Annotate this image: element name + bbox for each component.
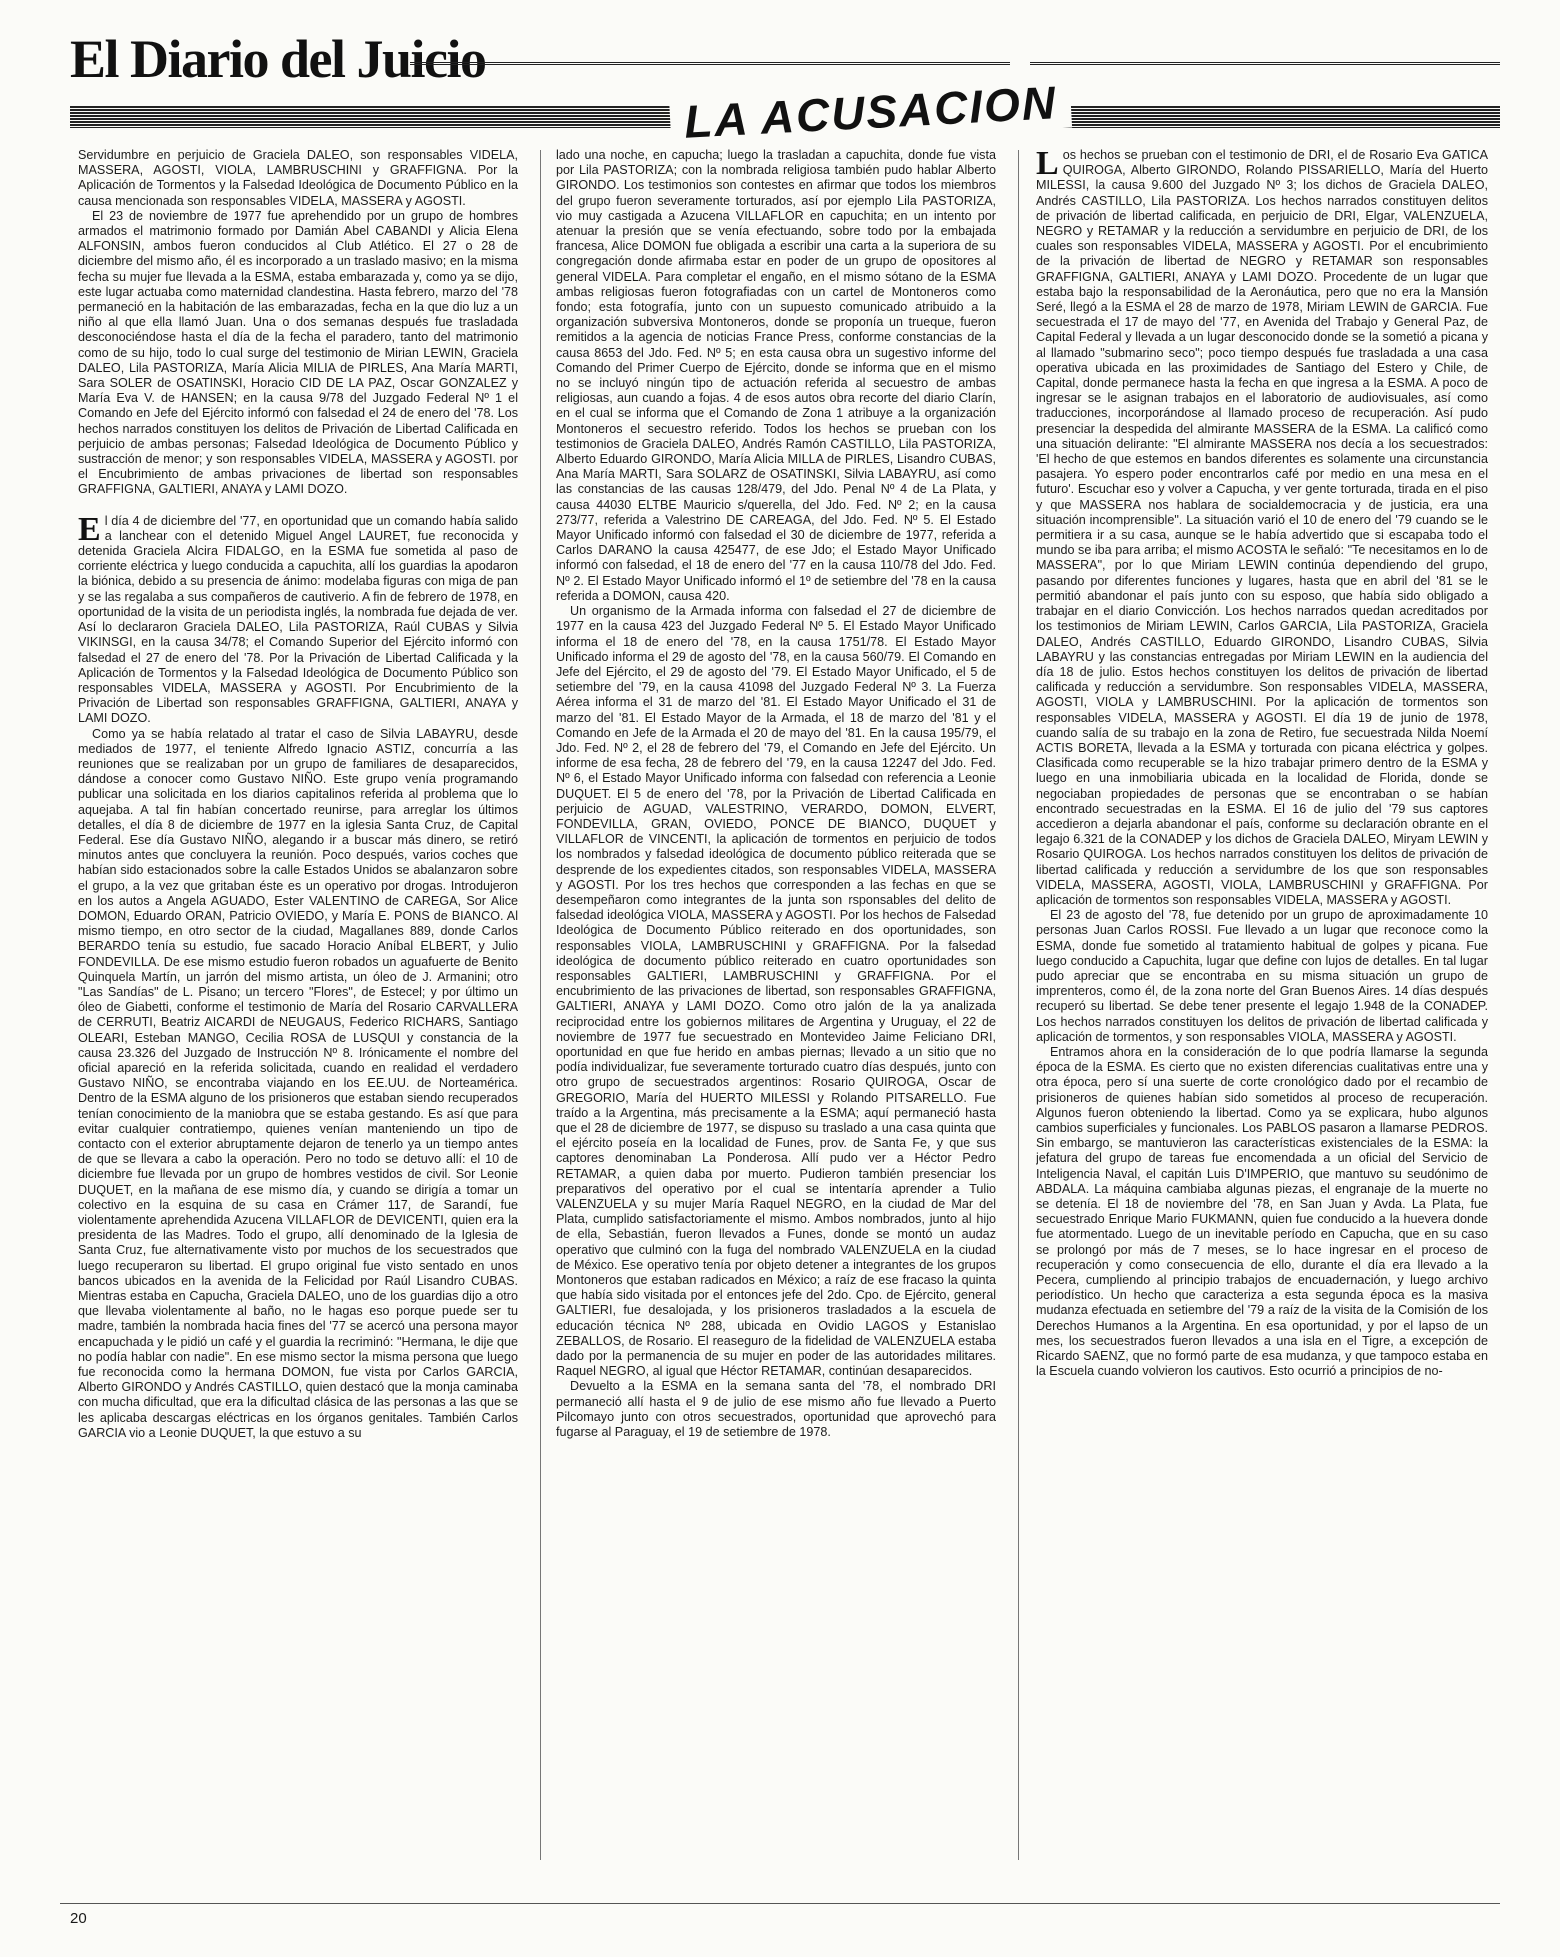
paragraph: El 23 de noviembre de 1977 fue aprehendido por un grupo de hombres armados el matrimonio formado por Damián Abel CABANDI y Alicia Elena ALFONSIN, ambos fueron conducidos al Club Atlético. El 27 o 28 de diciembre del mismo año, él es incorporado a un traslado masivo; en la misma fecha su mujer fue llevada a la ESMA, estaba embarazada y, como ya se dijo, este lugar actuaba como maternidad clandestina. Hasta febrero, marzo del '78 permaneció en la habitación de las embarazadas, fecha en la que dio luz a un niño al que ella llamó Juan. Una o dos semanas después fue trasladada desconociéndose hasta el día de la fecha el paradero, tanto del matrimonio como de su hijo, todo lo cual surge del testimonio de Mirian LEWIN, Graciela DALEO, Lila PASTORIZA, María Alicia MILIA de PIRLES, Ana María MARTI, Sara SOLER de OSATINSKI, Horacio CID DE LA PAZ, Oscar GONZALEZ y María Eva V. de HANSEN; en la causa 9/78 del Juzgado Federal Nº 1 el Comando en Jefe del Ejército informó con falsedad el 24 de enero del '78. Los hechos narrados constituyen los delitos de Privación de Libertad Calificada en perjuicio de ambas personas; Falsedad Ideológica de Documento Público y sustracción de menor; y son responsables VIDELA, MASSERA y AGOSTI. por el Encubrimiento de ambas privaciones de libertad son responsables GRAFFIGNA, GALTIERI, ANAYA y LAMI DOZO. xyxy=(78,208,518,497)
newspaper-title: El Diario del Juicio xyxy=(70,29,486,89)
paragraph: Como ya se había relatado al tratar el caso de Silvia LABAYRU, desde mediados de 1977, el teniente Alfredo Ignacio ASTIZ, concurría a las reuniones que se realizaban por un grupo de familiares de desaparecidos, dándose a conocer como Gustavo NIÑO. Este grupo venía programando publicar una solicitada en los diarios capitalinos referida al problema que lo aquejaba. A tal fin habían concertado reunirse, para arreglar los últimos detalles, el día 8 de diciembre de 1977 en la iglesia Santa Cruz, de Capital Federal. Ese día Gustavo NIÑO, alegando ir a buscar más dinero, se retiró minutos antes que concluyera la reunión. Poco después, varios coches que habían sido estacionados sobre la calle Estados Unidos se abalanzaron sobre el grupo, a la vez que gritaban éste es un operativo por drogas. Introdujeron en los autos a Angela AGUADO, Ester VALENTINO de CAREGA, Sor Alice DOMON, Eduardo ORAN, Patricio OVIEDO, y María E. PONS de BIANCO. Al mismo tiempo, en otro sector de la ciudad, Magallanes 889, donde Carlos BERARDO tenía su estudio, fue sacado Horacio Aníbal ELBERT, y Julio FONDEVILLA. De ese mismo estudio fueron robados un aguafuerte de Benito Quinquela Martín, un jarrón del mismo artista, un óleo de J. Armanini; otro "Las Sandías" de L. Pisano; un tercero "Flores", de Estecel; y por último un óleo de Giabetti, conforme el testimonio de María del Rosario CARVALLERA de CERRUTI, Beatriz AICARDI de NEUGAUS, Federico RICHARS, Santiago OLEARI, Esteban MANGO, Cecilia ROSA de LUSQUI y constancia de la causa 23.326 del Juzgado de Instrucción Nº 8. Irónicamente el nombre del oficial apareció en la referida solicitada, cuando en realidad el verdadero Gustavo NIÑO, se encontraba viajando en los EE.UU. de Norteamérica. Dentro de la ESMA alguno de los prisioneros que estaban siendo recuperados tenían conocimiento de la maniobra que se estaba gestando. Es así que para evitar cualquier contratiempo, quienes venían manteniendo un tipo de contacto con el exterior abruptamente dejaron de tenerlo ya un tiempo antes de que se llevara a cabo la operación. Pero no todo se detuvo allí: el 10 de diciembre fue llevada por un grupo de hombres vestidos de civil. Sor Leonie DUQUET, en la mañana de ese mismo día, y cuando se dirigía a tomar un colectivo en la esquina de su casa en Crámer 117, de Sarandí, fue violentamente aprehendida Azucena VILLAFLOR de DEVICENTI, quien era la presidenta de las Madres. Todo el grupo, allí denominado de la Iglesia de Santa Cruz, fue alternativamente visto por muchos de los secuestrados que luego recuperaron su libertad. El grupo original fue visto sentado en unos bancos ubicados en la avenida de la Felicidad por Raúl Lisandro CUBAS. Mientras estaba en Capucha, Graciela DALEO, uno de los guardias dijo a otro que llevaba violentamente al baño, no le hagas eso porque puede ser tu madre, también la nombrada hacia fines del '77 se acercó una persona mayor encapuchada y le pidió un café y el guardia la recriminó: "Hermana, le dije que no podía hablar con nadie". En ese mismo sector la misma persona que luego fue reconocida como la hermana DOMON, fue vista por Carlos GARCIA, Alberto GIRONDO y Andrés CASTILLO, quien destacó que la monja caminaba con mucha dificultad, que era la dificultad clásica de las personas a las que se les aplicaba descargas eléctricas en los órganos genitales. También Carlos GARCIA vio a Leonie DUQUET, la que estuvo a su xyxy=(78,726,518,1440)
footer-rule xyxy=(60,1903,1500,1904)
paragraph: lado una noche, en capucha; luego la trasladan a capuchita, donde fue vista por Lila PASTORIZA; con la nombrada religiosa también pudo hablar Alberto GIRONDO. Los testimonios son contestes en afirmar que todos los miembros del grupo fueron severamente torturados, así por ejemplo Lila PASTORIZA, vio muy castigada a Azucena VILLAFLOR en capuchita; en un intento por atenuar la presión que se venía efectuando, sobre todo por la embajada francesa, Alice DOMON fue obligada a escribir una carta a la superiora de su congregación donde afirmaba estar en poder de un grupo de opositores al general VIDELA. Para completar el engaño, en el mismo sótano de la ESMA ambas religiosas fueron fotografiadas con un cartel de Montoneros como fondo; esta fotografía, junto con un supuesto comunicado atribuido a la organización subversiva Montoneros, donde se proponía un trueque, fueron remitidos a la agencia de noticias France Press, conforme constancias de la causa 8653 del Jdo. Fed. Nº 5; en esta causa obra un sugestivo informe del Comando del Primer Cuerpo de Ejército, donde se informa que en el mismo no se incluyó ningún tipo de actuación referida al secuestro de ambas religiosas, aun cuando a fojas. 4 de esos autos obra recorte del diario Clarín, en el cual se informa que el Comando de Zona 1 atribuye a la organización Montoneros el secuestro referido. Todos los hechos se prueban con los testimonios de Graciela DALEO, Andrés Ramón CASTILLO, Lila PASTORIZA, Alberto Eduardo GIRONDO, María Alicia MILLA de PIRLES, Lisandro CUBAS, Ana María MARTI, Sara SOLARZ de OSATINSKI, Silvia LABAYRU, así como las constancias de las causas 128/479, del Jdo. Penal Nº 4 de La Plata, y causa 44030 ELTBE Mauricio s/querella, del Jdo. Fed. Nº 2; en la causa 273/77, referida a Valestrino DE CAREAGA, del Jdo. Fed. Nº 5. El Estado Mayor Unificado informó con falsedad el 30 de diciembre de 1977, referida a Carlos DARANO la causa 425477, de ese Jdo; el Estado Mayor Unificado informó con falsedad, el 18 de enero del '77 en la causa 110/78 del Jdo. Fed. Nº 2. El Estado Mayor Unificado informó el 1º de setiembre del '78 en la causa referida a DOMON, causa 420. xyxy=(556,148,996,603)
paragraph: El 23 de agosto del '78, fue detenido por un grupo de aproximadamente 10 personas Juan Carlos ROSSI. Fue llevado a un lugar que reconoce como la ESMA, donde fue sometido al tratamiento habitual de golpes y picana. Fue luego conducido a Capuchita, lugar que define con lujos de detalles. En tal lugar pudo apreciar que se encontraba en su misma situación un grupo de imprenteros, como él, de la zona norte del Gran Buenos Aires. 14 días después recuperó su libertad. Se debe tener presente el legajo 1.948 de la CONADEP. Los hechos narrados constituyen los delitos de privación de libertad calificada y aplicación de tormentos, y son responsables VIOLA, MASSERA y AGOSTI. xyxy=(1036,908,1488,1044)
paragraph: Servidumbre en perjuicio de Graciela DALEO, son responsables VIDELA, MASSERA, AGOSTI, VIOLA, LAMBRUSCHINI y GRAFFIGNA. Por la Aplicación de Tormentos y la Falsedad Ideológica de Documento Público en la causa mencionada son responsables VIDELA, MASSERA y AGOSTI. xyxy=(78,148,518,208)
paragraph: Entramos ahora en la consideración de lo que podría llamarse la segunda época de la ESMA. Es cierto que no existen diferencias cualitativas entre una y otra época, pero sí una suerte de corte cronológico dado por el recambio de prisioneros de quienes habían sido sometidos al proceso de recuperación. Algunos fueron obteniendo la libertad. Como ya se explicara, hubo algunos cambios superficiales y funcionales. Los PABLOS pasaron a llamarse PEDROS. Sin embargo, se mantuvieron las características existenciales de la ESMA: la jefatura del grupo de tareas fue encomendada a un oficial del Servicio de Inteligencia Naval, el capitán Luis D'IMPERIO, que mantuvo su seudónimo de ABDALA. La máquina cambiaba algunas piezas, el engranaje de la muerte no se detenía. El 18 de noviembre del '78, en San Juan y Avda. La Plata, fue secuestrado Enrique Mario FUKMANN, quien fue conducido a la huevera donde fue atormentado. Luego de un inevitable período en Capucha, que en su caso se prolongó por más de 7 meses, se lo hace ingresar en el proceso de recuperación y como consecuencia de ello, durante el día era llevado a la Pecera, cumpliendo al principio trabajos de encuadernación, y luego archivo periodístico. Un hecho que caracteriza a esta segunda época es la masiva mudanza efectuada en setiembre del '79 a raíz de la visita de la Comisión de los Derechos Humanos a la Argentina. En esa oportunidad, y por el lapso de un mes, los secuestrados fueron llevados a una isla en el Tigre, a excepción de Ricardo SAENZ, que no formó parte de esa mudanza, y que tampoco estaba en la Escuela cuando volvieron los cautivos. Esto ocurrió a principios de no- xyxy=(1036,1044,1488,1379)
section-label: LA ACUSACION xyxy=(669,76,1072,149)
paragraph: Devuelto a la ESMA en la semana santa del '78, el nombrado DRI permaneció allí hasta el 9 de julio de ese mismo año fue llevado a Puerto Pilcomayo junto con otros secuestrados, oportunidad que aprovechó para fugarse al Paraguay, el 19 de setiembre de 1978. xyxy=(556,1379,996,1440)
masthead xyxy=(70,28,1500,148)
drop-cap: L xyxy=(1036,148,1059,182)
paragraph-dropcap: El día 4 de diciembre del '77, en oportunidad que un comando había salido a lanchear con el detenido Miguel Angel LAURET, fue reconocida y detenida Graciela Alcira FIDALGO, en la ESMA fue sometida al paso de corriente eléctrica y luego conducida a capuchita, allí los guardias la apodaron la biónica, debido a su presencia de ánimo: modelaba figuras con miga de pan y se las regalaba a sus compañeros de cautiverio. A fin de febrero de 1978, en oportunidad de la visita de un periodista inglés, la nombrada fue dejada de ver. Así lo declararon Graciela DALEO, Lila PASTORIZA, Raúl CUBAS y Silvia VIKINSGI, en la causa 34/78; el Comando Superior del Ejército informó con falsedad el 27 de enero del '78. Por la Privación de Libertad Calificada y la Aplicación de Tormentos y la Falsedad Ideológica de Documento Público son responsables VIDELA, MASSERA y AGOSTI. Por Encubrimiento de la Privación de Libertad son responsables GRAFFIGNA, GALTIERI, ANAYA y LAMI DOZO. xyxy=(78,510,518,726)
article-column-2 xyxy=(556,148,996,1873)
page-number: 20 xyxy=(70,1910,87,1927)
article-column-3 xyxy=(1036,148,1488,1873)
paragraph-dropcap: Los hechos se prueban con el testimonio de DRI, el de Rosario Eva GATICA QUIROGA, Alberto GIRONDO, Rolando PISSARIELLO, María del Huerto MILESSI, la causa 9.600 del Juzgado Nº 3; los dichos de Graciela DALEO, Andrés CASTILLO, Lila PASTORIZA. Los hechos narrados constituyen delitos de privación de libertad calificada, en perjuicio de DRI, Elgar, VALENZUELA, NEGRO y RETAMAR y la reducción a servidumbre en perjuicio de DRI, de los cuales son responsables VIDELA, MASSERA y AGOSTI. Por el encubrimiento de la privación de libertad de NEGRO y RETAMAR son responsables GRAFFIGNA, GALTIERI, ANAYA y LAMI DOZO. Procedente de un lugar que estaba bajo la responsabilidad de la Aeronáutica, pero que no era la Mansión Seré, llegó a la ESMA el 28 de marzo de 1978, Miriam LEWIN de GARCIA. Fue secuestrada el 17 de mayo del '77, en Avenida del Trabajo y General Paz, de Capital Federal y llevada a un lugar desconocido donde se la sometió a picana y al llamado "submarino seco"; poco tiempo después fue trasladada a una casa operativa ubicada en las proximidades de Santiago del Estero y Chile, de Capital, donde permanece hasta la fecha en que ingresa a la ESMA. A poco de ingresar se le asignan trabajos en el laboratorio de audiovisuales, así como traducciones, incorporándose al llamado proceso de recuperación. Así pudo presenciar la despedida del almirante MASSERA de la ESMA. La calificó como una situación delirante: "El almirante MASSERA nos decía a los secuestrados: 'El hecho de que estemos en bandos diferentes es solamente una circunstancia pasajera. Yo espero poder encontrarlos café por medio en una mesa en el futuro'. Escuchar eso y volver a Capucha, y ver gente torturada, tirada en el piso y que MASSERA nos hablara de socialdemocracia y de justicia, era una situación incomprensible". La situación varió el 10 de enero del '79 cuando se le permitiera ir a su casa, aunque se le había advertido que si escapaba todo el mundo se iba para arriba; el mismo ACOSTA le señaló: "Te necesitamos en lo de MASSERA", por lo que Miriam LEWIN continúa dependiendo del grupo, pasando por diferentes funciones y lugares, hasta que en abril del '81 se le permitió abandonar el país junto con su esposo, que había sido obligado a trabajar en el diario Convicción. Los hechos narrados quedan acreditados por los testimonios de Miriam LEWIN, Carlos GARCIA, Lila PASTORIZA, Graciela DALEO, Andrés CASTILLO, Eduardo GIRONDO, Lisandro CUBAS, Silvia LABAYRU y las constancias entregadas por Miriam LEWIN en la audiencia del día 18 de julio. Estos hechos constituyen los delitos de privación de libertad calificada y reducción a servidumbre. Son responsables VIDELA, MASSERA, AGOSTI, VIOLA y LAMBRUSCHINI. Por la aplicación de tormentos son responsables VIDELA, MASSERA y AGOSTI. El día 19 de junio de 1978, cuando salía de su trabajo en la zona de Retiro, fue secuestrada Nilda Noemí ACTIS BORETA, llevada a la ESMA y torturada con picana eléctrica y golpes. Clasificada como recuperable se la hizo trabajar primero dentro de la ESMA y luego en una inmobiliaria ubicada en la localidad de Florida, donde se negociaban propiedades de personas que se encontraban o se habían encontrado secuestradas en la ESMA. El 16 de julio del '79 sus captores accedieron a dejarla abandonar el país, conforme su declaración obrante en el legajo 6.321 de la CONADEP y los dichos de Graciela DALEO, Miryam LEWIN y Rosario QUIROGA. Los hechos narrados constituyen los delitos de privación de libertad calificada y reducción a servidumbre de los que son responsables VIDELA, MASSERA, AGOSTI, VIOLA, LAMBRUSCHINI y GRAFFIGNA. Por aplicación de tormentos son responsables VIDELA, MASSERA y AGOSTI. xyxy=(1036,148,1488,907)
article-column-1 xyxy=(78,148,518,1873)
masthead-rule xyxy=(410,62,1010,65)
masthead-rule-right xyxy=(1030,62,1500,65)
drop-cap: E xyxy=(78,510,101,548)
paragraph: Un organismo de la Armada informa con falsedad el 27 de diciembre de 1977 en la causa 423 del Juzgado Federal Nº 5. El Estado Mayor Unificado informa el 18 de enero del '78, en la causa 1751/78. El Estado Mayor Unificado informa el 29 de agosto del '78, en la causa 560/79. El Comando en Jefe del Ejército, el 29 de agosto del '79. El Estado Mayor Unificado, el 5 de setiembre del '79, en la causa 41098 del Juzgado Federal Nº 3. La Fuerza Aérea informa el 31 de marzo del '81. El Estado Mayor Unificado el 31 de marzo del '81. El Estado Mayor de la Armada, el 18 de marzo del '81 y el Comando en Jefe de la Armada el 20 de mayo del '81. En la causa 195/79, el Jdo. Fed. Nº 2, el 28 de febrero del '79, el Comando en Jefe del Ejército. Un informe de esa fecha, 28 de febrero del '79, en la causa 12247 del Jdo. Fed. Nº 6, el Estado Mayor Unificado informa con falsedad con referencia a Leonie DUQUET. El 5 de enero del '78, por la Privación de Libertad Calificada en perjuicio de AGUAD, VALESTRINO, VERARDO, DOMON, ELVERT, FONDEVILLA, GRAN, OVIEDO, PONCE DE BIANCO, DUQUET y VILLAFLOR de VINCENTI, la aplicación de tormentos en perjuicio de todos los nombrados y falsedad ideológica de documento público reiterada que se desprende de los expedientes citados, son responsables VIDELA, MASSERA y AGOSTI. Por los tres hechos que corresponden a las fechas en que se desempeñaron como integrantes de la junta son rsponsables del delito de falsedad ideológica VIOLA, MASSERA y AGOSTI. Por los hechos de Falsedad Ideológica de Documento Público reiterado en dos oportunidades, son responsables VIOLA, LAMBRUSCHINI y GRAFFIGNA. Por la falsedad ideológica de documento público reiterado en cuatro oportunidades son responsables GALTIERI, LAMBRUSCHINI y GRAFFIGNA. Por el encubrimiento de las privaciones de libertad, son responsables GRAFFIGNA, GALTIERI, ANAYA y LAMI DOZO. Como otro jalón de la ya analizada reciprocidad entre los gobiernos militares de Argentina y Uruguay, el 22 de noviembre de 1977 fue secuestrado en Montevideo Jaime Feliciano DRI, oportunidad en que fue herido en ambas piernas; llevado a un sitio que no podía individualizar, fue severamente torturado cuatro días después, junto con otro grupo de secuestrados argentinos: Rosario QUIROGA, Oscar de GREGORIO, María del HUERTO MILESSI y Rolando PITSARELLO. Fue traído a la Argentina, más precisamente a la ESMA; aquí permaneció hasta que el 28 de diciembre de 1977, se dispuso su traslado a una casa quinta que el ejército poseía en la localidad de Funes, prov. de Santa Fe, y que sus captores denominaban La Ponderosa. Allí pudo ver a Héctor Pedro RETAMAR, a quien daba por muerto. Pudieron también presenciar los preparativos del operativo por el cual se intentaría aprender a Tulio VALENZUELA y su mujer María Raquel NEGRO, en la ciudad de Mar del Plata, cumplido satisfactoriamente el mismo. Ambos nombrados, junto al hijo de ella, Sebastián, fueron llevados a Funes, donde se montó un audaz operativo que culminó con la fuga del nombrado VALENZUELA en la ciudad de México. Ese operativo tenía por objeto detener a integrantes de los grupos Montoneros que estaban radicados en México; a raíz de ese fracaso la quinta que había sido visitada por el entonces jefe del 2do. Cpo. de Ejército, general GALTIERI, fue desalojada, y los prisioneros trasladados a la escuela de educación técnica Nº 288, ubicada en Ovidio LAGOS y Estanislao ZEBALLOS, de Rosario. El reaseguro de la fidelidad de VALENZUELA estaba dado por la permanencia de su mujer en poder de las autoridades militares. Raquel NEGRO, al igual que Héctor RETAMAR, continúan desaparecidos. xyxy=(556,604,996,1379)
article-body xyxy=(78,148,1498,1873)
